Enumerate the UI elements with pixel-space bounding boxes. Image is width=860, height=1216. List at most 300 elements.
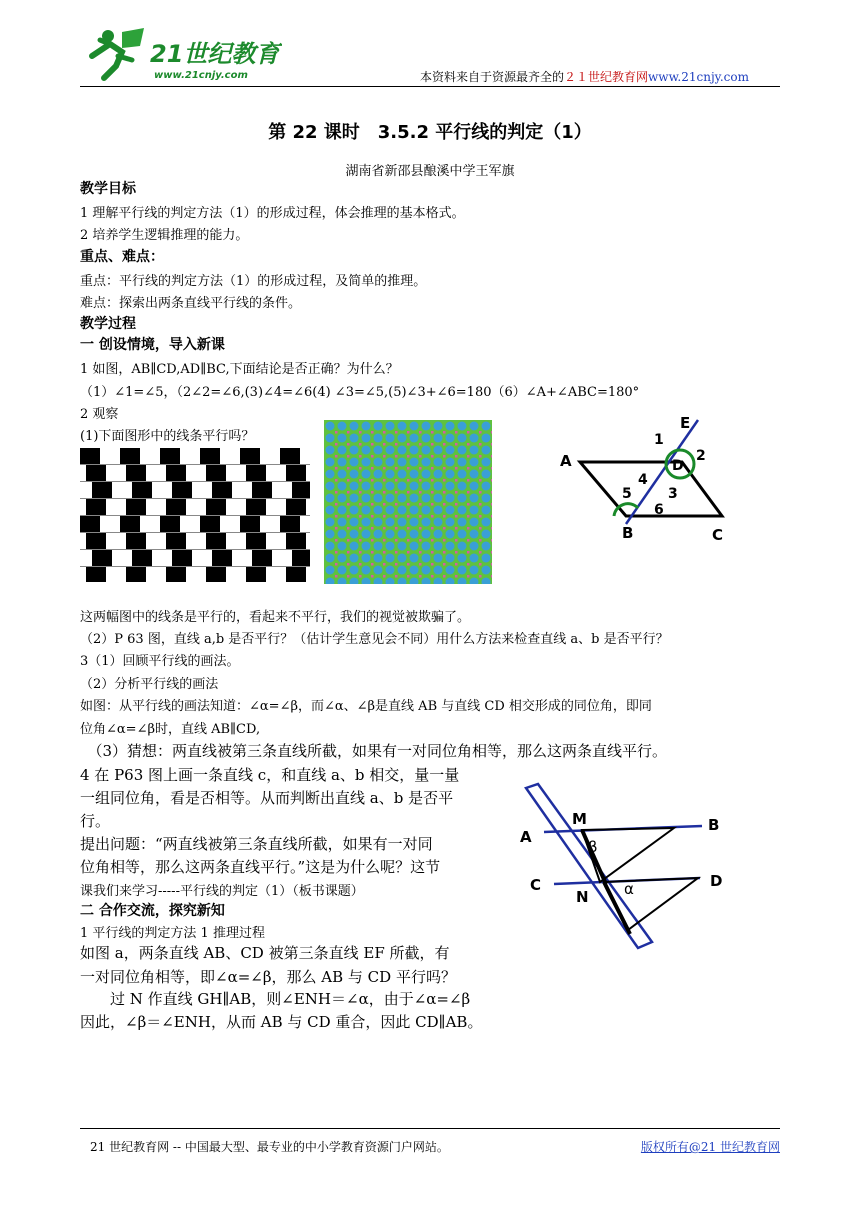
angle-label-6: 6: [654, 502, 664, 518]
illusion-dot: [374, 458, 383, 467]
illusion-dot: [458, 554, 467, 563]
illusion-mark: [383, 455, 386, 458]
illusion-dot: [422, 482, 431, 491]
illusion-dot: [482, 554, 491, 563]
footer-rule: [80, 1128, 780, 1129]
illusion-mark: [347, 551, 350, 554]
cafe-wall-tile: [292, 550, 310, 566]
illusion-dot: [338, 482, 347, 491]
illusion-mark: [335, 551, 338, 554]
illusion-mark: [395, 539, 398, 542]
cafe-wall-tile: [280, 448, 300, 464]
illusion-dot: [398, 566, 407, 575]
illusion-mark: [359, 515, 362, 518]
illusion-dot: [422, 518, 431, 527]
illusion-dot: [326, 422, 335, 431]
illusion-mark: [479, 491, 482, 494]
illusion-mark: [467, 455, 470, 458]
cafe-wall-tile: [172, 550, 192, 566]
question-2: 2 观察: [80, 407, 119, 422]
illusion-mark: [383, 443, 386, 446]
illusion-dot: [326, 506, 335, 515]
illusion-mark: [335, 503, 338, 506]
illusion-dot: [422, 446, 431, 455]
illusion-dot: [410, 494, 419, 503]
ruler-figure: [512, 780, 742, 970]
illusion-dot: [470, 458, 479, 467]
illusion-mark: [359, 575, 362, 578]
illusion-dot: [398, 458, 407, 467]
illusion-dot: [362, 518, 371, 527]
illusion-mark: [443, 551, 446, 554]
question-3-2: （2）分析平行线的画法: [80, 677, 219, 692]
illusion-mark: [335, 563, 338, 566]
illusion-mark: [467, 503, 470, 506]
cafe-wall-tile: [206, 533, 226, 549]
illusion-dot: [434, 446, 443, 455]
cafe-wall-tile: [240, 448, 260, 464]
illusion-dot: [458, 506, 467, 515]
illusion-mark: [443, 431, 446, 434]
illusion-mark: [347, 455, 350, 458]
illusion-dot: [386, 482, 395, 491]
illusion-dot: [446, 566, 455, 575]
illusion-dot: [410, 554, 419, 563]
illusion-mark: [479, 431, 482, 434]
question-1-items: （1）∠1=∠5，（2∠2=∠6,(3)∠4=∠6(4) ∠3=∠5,(5)∠3+∠6=180（6）∠A+∠ABC=180°: [80, 385, 640, 400]
header-source: [420, 68, 749, 85]
illusion-mark: [467, 527, 470, 530]
illusion-dot: [374, 506, 383, 515]
illusion-dot: [338, 470, 347, 479]
illusion-dot: [458, 482, 467, 491]
illusion-mark: [467, 551, 470, 554]
cafe-wall-tile: [132, 482, 152, 498]
cafe-wall-tile: [280, 516, 300, 532]
cafe-wall-tile: [86, 465, 106, 481]
illusion-mark: [491, 503, 492, 506]
ask-line-3: 课我们来学习-----平行线的判定（1）（板书课题）: [80, 884, 364, 899]
illusion-dot: [434, 518, 443, 527]
method-2: 如图 a，两条直线 AB、CD 被第三条直线 EF 所截，有: [80, 944, 450, 962]
illusion-mark: [431, 455, 434, 458]
illusion-dot: [362, 482, 371, 491]
illusion-mark: [491, 515, 492, 518]
cafe-wall-tile: [246, 499, 266, 515]
illusion-dot: [470, 482, 479, 491]
illusion-dot: [350, 566, 359, 575]
question-1: 1 如图，AB∥CD,AD∥BC,下面结论是否正确？为什么？: [80, 362, 399, 377]
key-point: 重点：平行线的判定方法（1）的形成过程，及简单的推理。: [80, 274, 427, 289]
illusion-mark: [431, 563, 434, 566]
ruler: [526, 784, 652, 948]
illusion-dot: [374, 542, 383, 551]
cafe-wall-tile: [212, 550, 232, 566]
illusion-mark: [383, 431, 386, 434]
illusion-mark: [419, 479, 422, 482]
illusion-mark: [467, 515, 470, 518]
illusion-dot: [434, 422, 443, 431]
illusion-mark: [395, 479, 398, 482]
illusion-dot: [422, 422, 431, 431]
illusion-dot: [470, 554, 479, 563]
illusion-dot: [446, 470, 455, 479]
illusion-dot: [338, 518, 347, 527]
illusion-mark: [443, 515, 446, 518]
cafe-wall-tile: [92, 482, 112, 498]
illusion-dot: [326, 458, 335, 467]
part2-heading: 二 合作交流，探究新知: [80, 903, 225, 919]
illusion-mark: [431, 431, 434, 434]
label-a: A: [560, 452, 572, 470]
illusion-mark: [359, 503, 362, 506]
illusion-mark: [347, 467, 350, 470]
illusion-mark: [467, 575, 470, 578]
illusion-mark: [431, 479, 434, 482]
illusion-dot: [398, 470, 407, 479]
illusion-mark: [347, 515, 350, 518]
copyright-link[interactable]: 版权所有@21 世纪教育网: [640, 1140, 780, 1154]
illusion-mark: [395, 443, 398, 446]
cafe-wall-tile: [120, 448, 140, 464]
illusion-dot: [374, 494, 383, 503]
illusion-mark: [455, 431, 458, 434]
illusion-dot: [434, 554, 443, 563]
label-b2: B: [708, 816, 720, 834]
illusion-mark: [347, 431, 350, 434]
label-n: N: [576, 888, 589, 906]
illusion-mark: [359, 431, 362, 434]
illusion-dot: [458, 446, 467, 455]
illusion-dot: [350, 542, 359, 551]
illusion-dot: [470, 422, 479, 431]
label-alpha: α: [624, 880, 634, 898]
illusion-mark: [371, 575, 374, 578]
illusion-mark: [419, 563, 422, 566]
illusion-dot: [386, 518, 395, 527]
illusion-dot: [422, 434, 431, 443]
label-c: C: [712, 526, 724, 544]
illusion-dot: [422, 554, 431, 563]
method-5: 因此，∠β＝∠ENH，从而 AB 与 CD 重合，因此 CD∥AB。: [80, 1013, 483, 1031]
illusion-dot: [362, 470, 371, 479]
illusion-dot: [446, 506, 455, 515]
illusion-dot: [350, 422, 359, 431]
illusion-dot: [338, 566, 347, 575]
illusion-mark: [491, 527, 492, 530]
illusion-dot: [410, 482, 419, 491]
illusion-dot: [386, 506, 395, 515]
goal-1: 1 理解平行线的判定方法（1）的形成过程，体会推理的基本格式。: [80, 206, 465, 221]
illusion-dot: [350, 494, 359, 503]
illusion-dot: [398, 422, 407, 431]
illusion-mark: [335, 539, 338, 542]
illusion-mark: [443, 443, 446, 446]
illusion-mark: [347, 443, 350, 446]
cafe-wall-tile: [80, 448, 100, 464]
illusion-mark: [455, 527, 458, 530]
illusion-mark: [479, 503, 482, 506]
illusion-dot: [386, 530, 395, 539]
illusion-mark: [371, 515, 374, 518]
illusion-dot: [386, 446, 395, 455]
illusion-dot: [326, 434, 335, 443]
cafe-wall-tile: [166, 499, 186, 515]
illusion-mark: [371, 539, 374, 542]
illusion-dot: [386, 422, 395, 431]
question-3-para2: 位角∠α=∠β时，直线 AB∥CD,: [80, 722, 261, 737]
illusion-dot: [458, 566, 467, 575]
cafe-wall-tile: [246, 465, 266, 481]
cafe-wall-illusion: [80, 448, 310, 582]
cafe-wall-tile: [286, 567, 306, 582]
illusion-mark: [443, 491, 446, 494]
illusion-dot: [350, 470, 359, 479]
illusion-mark: [479, 467, 482, 470]
illusion-mark: [419, 575, 422, 578]
illusion-mark: [407, 503, 410, 506]
illusion-dot: [482, 542, 491, 551]
illusion-mark: [407, 455, 410, 458]
illusion-mark: [359, 527, 362, 530]
illusion-mark: [347, 479, 350, 482]
label-c2: C: [530, 876, 542, 894]
illusion-dot: [398, 530, 407, 539]
illusion-mark: [407, 575, 410, 578]
illusion-dot: [338, 494, 347, 503]
illusion-dot: [398, 434, 407, 443]
illusion-dot: [362, 530, 371, 539]
illusion-dot: [338, 434, 347, 443]
illusion-mark: [455, 467, 458, 470]
illusion-mark: [455, 575, 458, 578]
illusion-dot: [362, 422, 371, 431]
difficulty: 难点：探索出两条直线平行线的条件。: [80, 296, 302, 311]
illusion-mark: [419, 443, 422, 446]
illusion-dot: [326, 470, 335, 479]
illusion-dot: [338, 554, 347, 563]
illusion-mark: [491, 575, 492, 578]
illusion-mark: [395, 527, 398, 530]
cafe-wall-tile: [92, 550, 112, 566]
illusion-mark: [407, 539, 410, 542]
illusion-dot: [410, 446, 419, 455]
illusion-mark: [347, 539, 350, 542]
illusion-dot: [350, 530, 359, 539]
illusion-mark: [467, 443, 470, 446]
illusion-dot: [446, 422, 455, 431]
illusion-dot: [446, 530, 455, 539]
illusion-mark: [479, 575, 482, 578]
illusion-dot: [410, 506, 419, 515]
illusion-dot: [470, 434, 479, 443]
illusion-dot: [446, 542, 455, 551]
illusion-dot: [386, 470, 395, 479]
illusion-dot: [362, 566, 371, 575]
illusion-dot: [410, 542, 419, 551]
illusion-mark: [407, 551, 410, 554]
illusion-dot: [386, 542, 395, 551]
illusion-mark: [443, 455, 446, 458]
cafe-wall-tile: [200, 516, 220, 532]
source-url[interactable]: www.21cnjy.com: [648, 70, 749, 84]
illusion-dot: [326, 482, 335, 491]
page-title: 第 22 课时 3.5.2 平行线的判定（1）: [268, 122, 592, 143]
illusion-mark: [491, 443, 492, 446]
cafe-wall-tile: [286, 533, 306, 549]
method-1: 1 平行线的判定方法 1 推理过程: [80, 926, 265, 941]
ask-line-1: 提出问题：“两直线被第三条直线所截，如果有一对同: [80, 835, 433, 853]
label-a2: A: [520, 828, 532, 846]
label-m: M: [572, 810, 587, 828]
illusion-dot: [470, 530, 479, 539]
logo-url: www.21cnjy.com: [154, 70, 248, 81]
illusion-dot: [422, 470, 431, 479]
illusion-dot: [326, 530, 335, 539]
method-4: 过 N 作直线 GH∥AB，则∠ENH＝∠α，由于∠α=∠β: [80, 990, 471, 1008]
illusion-dot: [458, 518, 467, 527]
illusion-mark: [479, 455, 482, 458]
illusion-mark: [383, 563, 386, 566]
illusion-mark: [491, 539, 492, 542]
source-site[interactable]: ２１世纪教育网: [564, 70, 649, 84]
illusion-dot: [470, 506, 479, 515]
header-rule: [80, 86, 780, 87]
illusion-dot: [434, 506, 443, 515]
illusion-dot: [374, 530, 383, 539]
illusion-dot: [458, 530, 467, 539]
illusion-dot: [338, 542, 347, 551]
illusion-mark: [407, 563, 410, 566]
illusion-mark: [419, 527, 422, 530]
illusion-dot: [446, 446, 455, 455]
goals-heading: 教学目标: [80, 181, 136, 197]
illusion-dot: [482, 494, 491, 503]
illusion-mark: [455, 503, 458, 506]
illusion-dot: [398, 482, 407, 491]
site-logo[interactable]: [82, 26, 282, 84]
illusion-mark: [335, 443, 338, 446]
illusion-dot: [350, 458, 359, 467]
illusion-mark: [407, 431, 410, 434]
question-3-3: （3）猜想：两直线被第三条直线所截，如果有一对同位角相等，那么这两条直线平行。: [80, 742, 668, 760]
illusion-dot: [326, 494, 335, 503]
illusion-dot: [338, 458, 347, 467]
footer-text: 21 世纪教育网 -- 中国最大型、最专业的中小学教育资源门户网站。: [90, 1140, 449, 1154]
illusion-mark: [371, 467, 374, 470]
cafe-wall-tile: [86, 567, 106, 582]
part1-heading: 一 创设情境，导入新课: [80, 337, 225, 353]
illusion-dot: [350, 506, 359, 515]
illusion-dot: [326, 566, 335, 575]
illusion-dot: [470, 446, 479, 455]
illusion-mark: [467, 563, 470, 566]
illusion-dot: [422, 506, 431, 515]
illusion-mark: [491, 431, 492, 434]
illusion-mark: [443, 479, 446, 482]
illusion-mark: [455, 491, 458, 494]
illusion-dot: [470, 566, 479, 575]
illusion-mark: [347, 575, 350, 578]
cafe-wall-tile: [286, 499, 306, 515]
illusion-mark: [443, 527, 446, 530]
ask-line-2: 位角相等，那么这两条直线平行。”这是为什么呢？这节: [80, 858, 441, 876]
illusion-dot: [422, 566, 431, 575]
illusion-dot: [458, 434, 467, 443]
illusion-dot: [362, 458, 371, 467]
illusion-dot: [434, 458, 443, 467]
illusion-mark: [395, 551, 398, 554]
cafe-wall-tile: [126, 567, 146, 582]
illusion-mark: [335, 515, 338, 518]
q4-line-3: 行。: [80, 812, 111, 830]
illusion-mark: [491, 563, 492, 566]
illusion-mark: [359, 491, 362, 494]
illusion-mark: [347, 503, 350, 506]
illusion-mark: [431, 515, 434, 518]
illusion-mark: [383, 515, 386, 518]
angle-label-4: 4: [638, 472, 648, 488]
illusion-mark: [383, 467, 386, 470]
illusion-mark: [383, 551, 386, 554]
illusion-dot: [482, 518, 491, 527]
illusion-dot: [398, 506, 407, 515]
question-2-2: （2）P 63 图，直线 a,b 是否平行？（估计学生意见会不同）用什么方法来检查直线 a、b 是否平行？: [80, 632, 669, 647]
illusion-dot: [374, 470, 383, 479]
illusion-dot: [458, 494, 467, 503]
illusion-mark: [419, 491, 422, 494]
illusion-mark: [335, 575, 338, 578]
cafe-wall-tile: [252, 482, 272, 498]
cafe-wall-tile: [292, 482, 310, 498]
illusion-dot: [410, 434, 419, 443]
illusion-mark: [455, 443, 458, 446]
illusion-mark: [431, 491, 434, 494]
question-2-1: (1)下面图形中的线条平行吗？: [80, 429, 255, 444]
illusion-dot: [482, 470, 491, 479]
illusion-mark: [371, 431, 374, 434]
illusion-dot: [422, 458, 431, 467]
illusion-dot: [398, 554, 407, 563]
illusion-mark: [407, 479, 410, 482]
illusion-dot: [386, 458, 395, 467]
q4-line-2: 一组同位角，看是否相等。从而判断出直线 a、b 是否平: [80, 789, 454, 807]
illusion-mark: [479, 515, 482, 518]
illusion-mark: [347, 563, 350, 566]
logo-text: 21世纪教育: [150, 40, 280, 68]
illusion-dot: [338, 530, 347, 539]
cafe-wall-tile: [286, 465, 306, 481]
illusion-mark: [395, 467, 398, 470]
illusion-mark: [419, 431, 422, 434]
illusion-mark: [443, 539, 446, 542]
illusion-mark: [395, 431, 398, 434]
illusion-mark: [359, 563, 362, 566]
label-e: E: [680, 414, 691, 432]
illusion-dot: [350, 446, 359, 455]
illusion-mark: [371, 455, 374, 458]
illusion-mark: [479, 563, 482, 566]
cafe-wall-tile: [246, 567, 266, 582]
illusion-dot: [374, 554, 383, 563]
illusion-mark: [467, 467, 470, 470]
illusion-mark: [479, 443, 482, 446]
illusion-mark: [491, 479, 492, 482]
illusion-dot: [434, 542, 443, 551]
illusion-dot: [458, 422, 467, 431]
illusion-mark: [407, 491, 410, 494]
cafe-wall-tile: [86, 533, 106, 549]
